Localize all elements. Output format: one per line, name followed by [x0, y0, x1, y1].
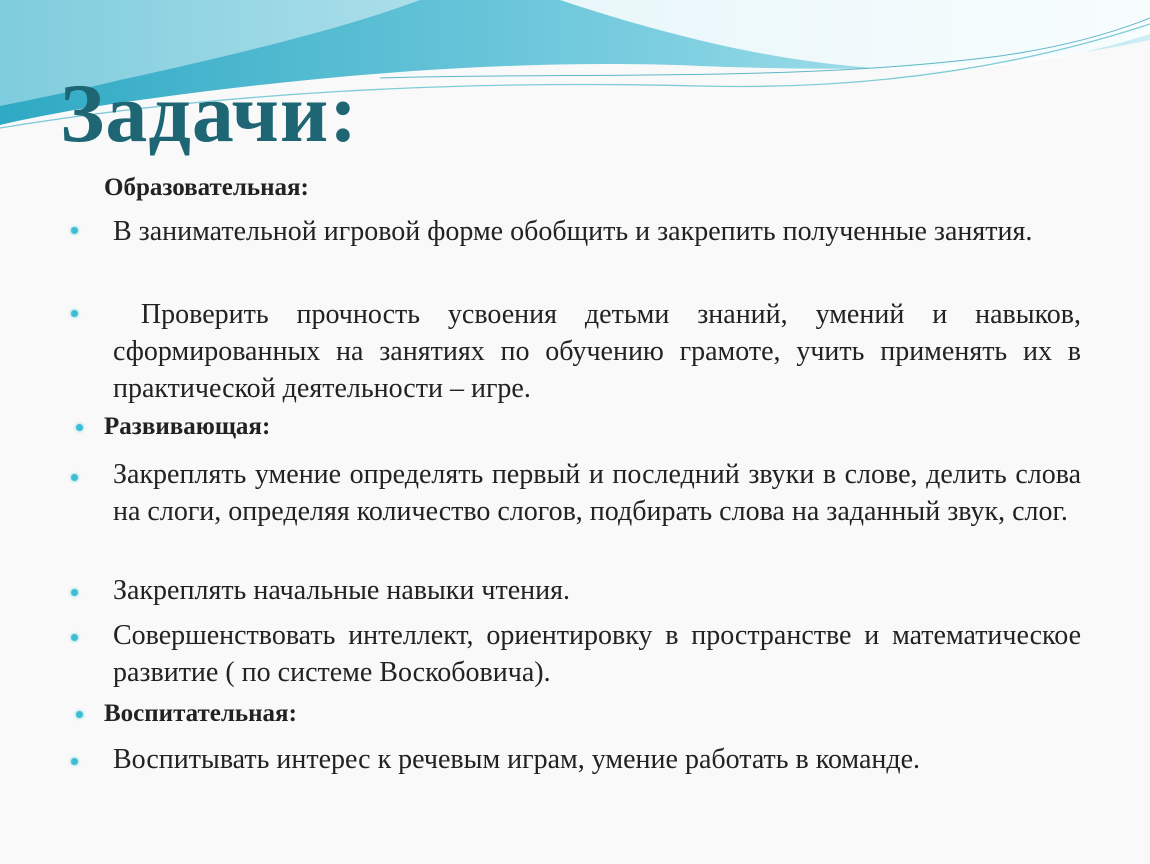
bullet-icon — [71, 310, 78, 317]
list-item-educational-1: В занимательной игровой форме обобщить и закрепить полученные занятия. — [113, 216, 1033, 247]
bullet-icon — [71, 227, 78, 234]
list-item-upbringing-1: Воспитывать интерес к речевым играм, умение работать в команде. — [113, 744, 921, 775]
bullet-icon — [71, 634, 78, 641]
list-item-educational-2: Проверить прочность усвоения детьми знаний, умений и навыков, сформированных на занятиях по обучению грамоте, учить применять их в практической деятельности – игре. — [113, 299, 1081, 404]
list-item-developing-1: Закреплять умение определять первый и последний звуки в слове, делить слова на слоги, определяя количество слогов, подбирать слова на заданный звук, слог. — [113, 459, 1081, 527]
bullet-icon — [76, 711, 83, 718]
heading-educational: Образовательная: — [104, 174, 309, 201]
bullet-icon — [71, 758, 78, 765]
list-item-developing-3: Совершенствовать интеллект, ориентировку в пространстве и математическое развитие ( по системе Воскобовича). — [113, 620, 1081, 688]
bullet-icon — [76, 424, 83, 431]
bullet-icon — [71, 474, 78, 481]
heading-upbringing: Воспитательная: — [104, 700, 297, 727]
bullet-icon — [71, 589, 78, 596]
heading-developing: Развивающая: — [104, 413, 271, 440]
list-item-developing-2: Закреплять начальные навыки чтения. — [113, 575, 570, 606]
slide-title: Задачи: — [60, 67, 359, 160]
